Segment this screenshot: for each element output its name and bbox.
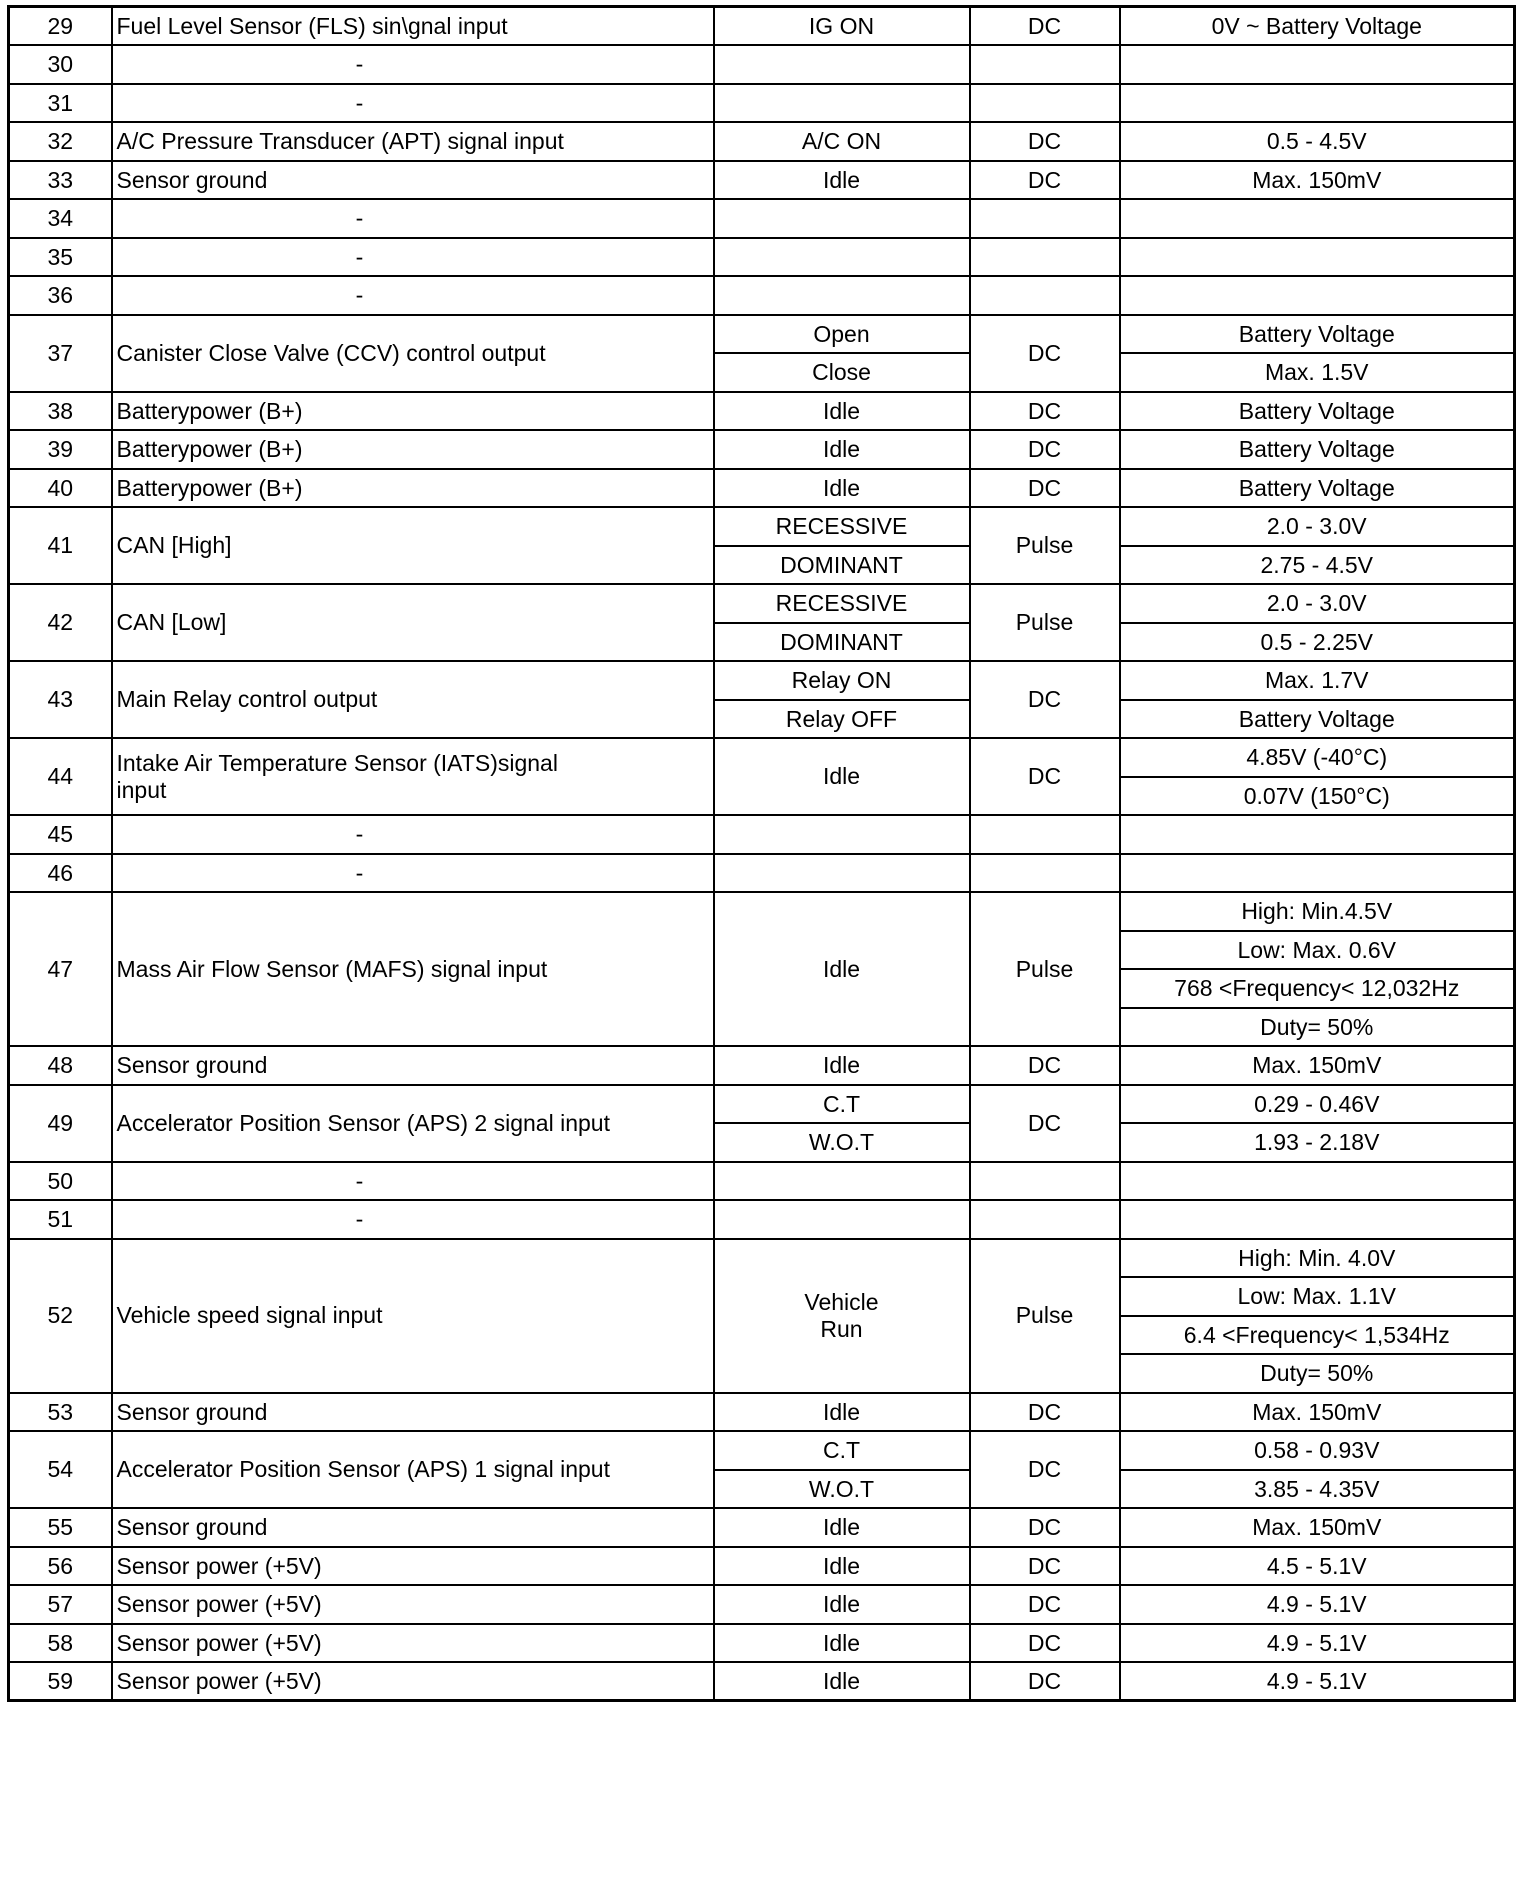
level-cell: Battery Voltage	[1120, 392, 1515, 431]
level-cell: 0.5 - 2.25V	[1120, 623, 1515, 662]
terminal-number: 53	[9, 1393, 112, 1432]
terminal-description: Sensor power (+5V)	[112, 1547, 714, 1586]
table-row	[9, 238, 1515, 277]
terminal-number: 40	[9, 469, 112, 508]
condition-cell	[714, 1162, 970, 1201]
level-cell: 0.5 - 4.5V	[1120, 122, 1515, 161]
condition-cell: Vehicle Run	[714, 1239, 970, 1393]
level-cell: High: Min.4.5V	[1120, 892, 1515, 931]
table-row	[9, 1624, 1515, 1663]
table-row	[9, 815, 1515, 854]
condition-cell	[714, 854, 970, 893]
terminal-description: Sensor power (+5V)	[112, 1585, 714, 1624]
terminal-description: -	[112, 1162, 714, 1201]
condition-cell: Idle	[714, 1585, 970, 1624]
signal-type: DC	[970, 315, 1120, 392]
terminal-number: 42	[9, 584, 112, 661]
level-cell	[1120, 84, 1515, 123]
condition-cell: Idle	[714, 892, 970, 1046]
signal-type: DC	[970, 738, 1120, 815]
level-cell: Duty= 50%	[1120, 1008, 1515, 1047]
terminal-number: 56	[9, 1547, 112, 1586]
condition-cell	[714, 45, 970, 84]
level-cell: 768 <Frequency< 12,032Hz	[1120, 969, 1515, 1008]
table-row	[9, 738, 1515, 777]
level-cell: 2.0 - 3.0V	[1120, 584, 1515, 623]
level-cell	[1120, 815, 1515, 854]
terminal-description: -	[112, 84, 714, 123]
signal-type	[970, 199, 1120, 238]
condition-cell: Idle	[714, 430, 970, 469]
condition-cell: IG ON	[714, 7, 970, 46]
terminal-description: -	[112, 854, 714, 893]
terminal-description: -	[112, 276, 714, 315]
signal-type	[970, 238, 1120, 277]
level-cell: Max. 1.7V	[1120, 661, 1515, 700]
table-body	[9, 7, 1515, 1701]
signal-type: DC	[970, 1085, 1120, 1162]
level-cell: Low: Max. 1.1V	[1120, 1277, 1515, 1316]
terminal-number: 43	[9, 661, 112, 738]
table-row	[9, 392, 1515, 431]
signal-type: DC	[970, 469, 1120, 508]
signal-type: Pulse	[970, 892, 1120, 1046]
terminal-description: Sensor ground	[112, 161, 714, 200]
condition-cell	[714, 815, 970, 854]
signal-type	[970, 1200, 1120, 1239]
condition-cell: Idle	[714, 1393, 970, 1432]
terminal-number: 46	[9, 854, 112, 893]
signal-type: DC	[970, 1662, 1120, 1701]
terminal-description: CAN [Low]	[112, 584, 714, 661]
terminal-description: Vehicle speed signal input	[112, 1239, 714, 1393]
table-row	[9, 1085, 1515, 1124]
condition-cell: Idle	[714, 1662, 970, 1701]
table-row	[9, 7, 1515, 46]
level-cell: 6.4 <Frequency< 1,534Hz	[1120, 1316, 1515, 1355]
level-cell	[1120, 276, 1515, 315]
condition-cell: Idle	[714, 392, 970, 431]
table-row	[9, 584, 1515, 623]
terminal-number: 36	[9, 276, 112, 315]
signal-type: DC	[970, 1585, 1120, 1624]
terminal-number: 47	[9, 892, 112, 1046]
terminal-number: 50	[9, 1162, 112, 1201]
terminal-number: 35	[9, 238, 112, 277]
level-cell: 2.75 - 4.5V	[1120, 546, 1515, 585]
level-cell: 0.58 - 0.93V	[1120, 1431, 1515, 1470]
table-row	[9, 854, 1515, 893]
terminal-number: 38	[9, 392, 112, 431]
terminal-description: Sensor power (+5V)	[112, 1662, 714, 1701]
terminal-number: 48	[9, 1046, 112, 1085]
level-cell: Max. 150mV	[1120, 1046, 1515, 1085]
signal-type: Pulse	[970, 1239, 1120, 1393]
terminal-number: 51	[9, 1200, 112, 1239]
terminal-description: Mass Air Flow Sensor (MAFS) signal input	[112, 892, 714, 1046]
terminal-description: -	[112, 815, 714, 854]
level-cell: 4.9 - 5.1V	[1120, 1662, 1515, 1701]
terminal-number: 44	[9, 738, 112, 815]
signal-type: Pulse	[970, 584, 1120, 661]
condition-cell	[714, 238, 970, 277]
condition-cell	[714, 199, 970, 238]
table-row	[9, 122, 1515, 161]
terminal-description: CAN [High]	[112, 507, 714, 584]
table-row	[9, 1162, 1515, 1201]
level-cell: Max. 1.5V	[1120, 353, 1515, 392]
condition-cell: Idle	[714, 1046, 970, 1085]
signal-type: DC	[970, 1547, 1120, 1586]
condition-cell: Idle	[714, 1508, 970, 1547]
condition-cell: Open	[714, 315, 970, 354]
table-row	[9, 1239, 1515, 1278]
table-row	[9, 1393, 1515, 1432]
table-row	[9, 892, 1515, 931]
terminal-number: 59	[9, 1662, 112, 1701]
signal-type: DC	[970, 430, 1120, 469]
level-cell	[1120, 1162, 1515, 1201]
condition-cell: Idle	[714, 1547, 970, 1586]
table-row	[9, 199, 1515, 238]
terminal-description: Main Relay control output	[112, 661, 714, 738]
terminal-description: -	[112, 199, 714, 238]
terminal-number: 45	[9, 815, 112, 854]
signal-type: DC	[970, 1046, 1120, 1085]
condition-cell: C.T	[714, 1085, 970, 1124]
signal-type: DC	[970, 1624, 1120, 1663]
level-cell	[1120, 238, 1515, 277]
level-cell: Battery Voltage	[1120, 469, 1515, 508]
terminal-number: 55	[9, 1508, 112, 1547]
level-cell: 0.29 - 0.46V	[1120, 1085, 1515, 1124]
table-row	[9, 45, 1515, 84]
level-cell: Battery Voltage	[1120, 430, 1515, 469]
level-cell: 4.9 - 5.1V	[1120, 1624, 1515, 1663]
condition-cell: C.T	[714, 1431, 970, 1470]
terminal-number: 29	[9, 7, 112, 46]
terminal-description: Canister Close Valve (CCV) control output	[112, 315, 714, 392]
signal-type	[970, 854, 1120, 893]
condition-cell	[714, 1200, 970, 1239]
table-row	[9, 1431, 1515, 1470]
table-row	[9, 661, 1515, 700]
table-row	[9, 1046, 1515, 1085]
terminal-description: A/C Pressure Transducer (APT) signal input	[112, 122, 714, 161]
level-cell: 2.0 - 3.0V	[1120, 507, 1515, 546]
level-cell: Duty= 50%	[1120, 1354, 1515, 1393]
condition-cell: DOMINANT	[714, 623, 970, 662]
table-row	[9, 161, 1515, 200]
table-row	[9, 84, 1515, 123]
level-cell: Max. 150mV	[1120, 1393, 1515, 1432]
terminal-description: -	[112, 1200, 714, 1239]
level-cell: Low: Max. 0.6V	[1120, 931, 1515, 970]
signal-type	[970, 276, 1120, 315]
level-cell: Max. 150mV	[1120, 1508, 1515, 1547]
condition-cell: Idle	[714, 1624, 970, 1663]
signal-type: DC	[970, 661, 1120, 738]
condition-cell: Idle	[714, 738, 970, 815]
level-cell: 4.85V (-40°C)	[1120, 738, 1515, 777]
terminal-number: 33	[9, 161, 112, 200]
level-cell: 0.07V (150°C)	[1120, 777, 1515, 816]
level-cell: High: Min. 4.0V	[1120, 1239, 1515, 1278]
terminal-description: Batterypower (B+)	[112, 392, 714, 431]
signal-type: DC	[970, 161, 1120, 200]
level-cell: 3.85 - 4.35V	[1120, 1470, 1515, 1509]
table-row	[9, 315, 1515, 354]
table-row	[9, 276, 1515, 315]
terminal-description: Fuel Level Sensor (FLS) sin\gnal input	[112, 7, 714, 46]
condition-cell: DOMINANT	[714, 546, 970, 585]
condition-cell: RECESSIVE	[714, 507, 970, 546]
terminal-description: -	[112, 45, 714, 84]
terminal-number: 57	[9, 1585, 112, 1624]
table-row	[9, 507, 1515, 546]
level-cell: 1.93 - 2.18V	[1120, 1123, 1515, 1162]
terminal-number: 30	[9, 45, 112, 84]
table-row	[9, 469, 1515, 508]
ecm-terminal-spec-table	[7, 5, 1516, 1702]
condition-cell: Close	[714, 353, 970, 392]
level-cell: Battery Voltage	[1120, 700, 1515, 739]
terminal-description: -	[112, 238, 714, 277]
signal-type	[970, 815, 1120, 854]
terminal-number: 54	[9, 1431, 112, 1508]
signal-type: DC	[970, 1431, 1120, 1508]
terminal-number: 34	[9, 199, 112, 238]
signal-type: DC	[970, 1393, 1120, 1432]
signal-type	[970, 1162, 1120, 1201]
condition-cell: RECESSIVE	[714, 584, 970, 623]
table-row	[9, 1662, 1515, 1701]
terminal-description: Intake Air Temperature Sensor (IATS)signal input	[112, 738, 714, 815]
terminal-description: Sensor power (+5V)	[112, 1624, 714, 1663]
terminal-description: Accelerator Position Sensor (APS) 2 signal input	[112, 1085, 714, 1162]
signal-type	[970, 84, 1120, 123]
terminal-description: Sensor ground	[112, 1393, 714, 1432]
table-row	[9, 1200, 1515, 1239]
level-cell	[1120, 199, 1515, 238]
level-cell	[1120, 854, 1515, 893]
table-row	[9, 1508, 1515, 1547]
table-row	[9, 430, 1515, 469]
signal-type: DC	[970, 122, 1120, 161]
level-cell: Max. 150mV	[1120, 161, 1515, 200]
condition-cell: Relay OFF	[714, 700, 970, 739]
condition-cell	[714, 276, 970, 315]
condition-cell: W.O.T	[714, 1123, 970, 1162]
condition-cell: Idle	[714, 469, 970, 508]
terminal-number: 37	[9, 315, 112, 392]
terminal-number: 41	[9, 507, 112, 584]
terminal-number: 31	[9, 84, 112, 123]
terminal-description: Batterypower (B+)	[112, 469, 714, 508]
table-row	[9, 1585, 1515, 1624]
level-cell	[1120, 1200, 1515, 1239]
terminal-description: Batterypower (B+)	[112, 430, 714, 469]
signal-type: Pulse	[970, 507, 1120, 584]
signal-type: DC	[970, 392, 1120, 431]
terminal-number: 52	[9, 1239, 112, 1393]
condition-cell	[714, 84, 970, 123]
condition-cell: Relay ON	[714, 661, 970, 700]
level-cell	[1120, 45, 1515, 84]
signal-type	[970, 45, 1120, 84]
terminal-number: 32	[9, 122, 112, 161]
level-cell: Battery Voltage	[1120, 315, 1515, 354]
terminal-number: 49	[9, 1085, 112, 1162]
level-cell: 0V ~ Battery Voltage	[1120, 7, 1515, 46]
terminal-number: 39	[9, 430, 112, 469]
terminal-description: Sensor ground	[112, 1046, 714, 1085]
terminal-description: Accelerator Position Sensor (APS) 1 signal input	[112, 1431, 714, 1508]
terminal-number: 58	[9, 1624, 112, 1663]
table-row	[9, 1547, 1515, 1586]
condition-cell: A/C ON	[714, 122, 970, 161]
level-cell: 4.9 - 5.1V	[1120, 1585, 1515, 1624]
level-cell: 4.5 - 5.1V	[1120, 1547, 1515, 1586]
condition-cell: W.O.T	[714, 1470, 970, 1509]
terminal-description: Sensor ground	[112, 1508, 714, 1547]
signal-type: DC	[970, 1508, 1120, 1547]
signal-type: DC	[970, 7, 1120, 46]
condition-cell: Idle	[714, 161, 970, 200]
